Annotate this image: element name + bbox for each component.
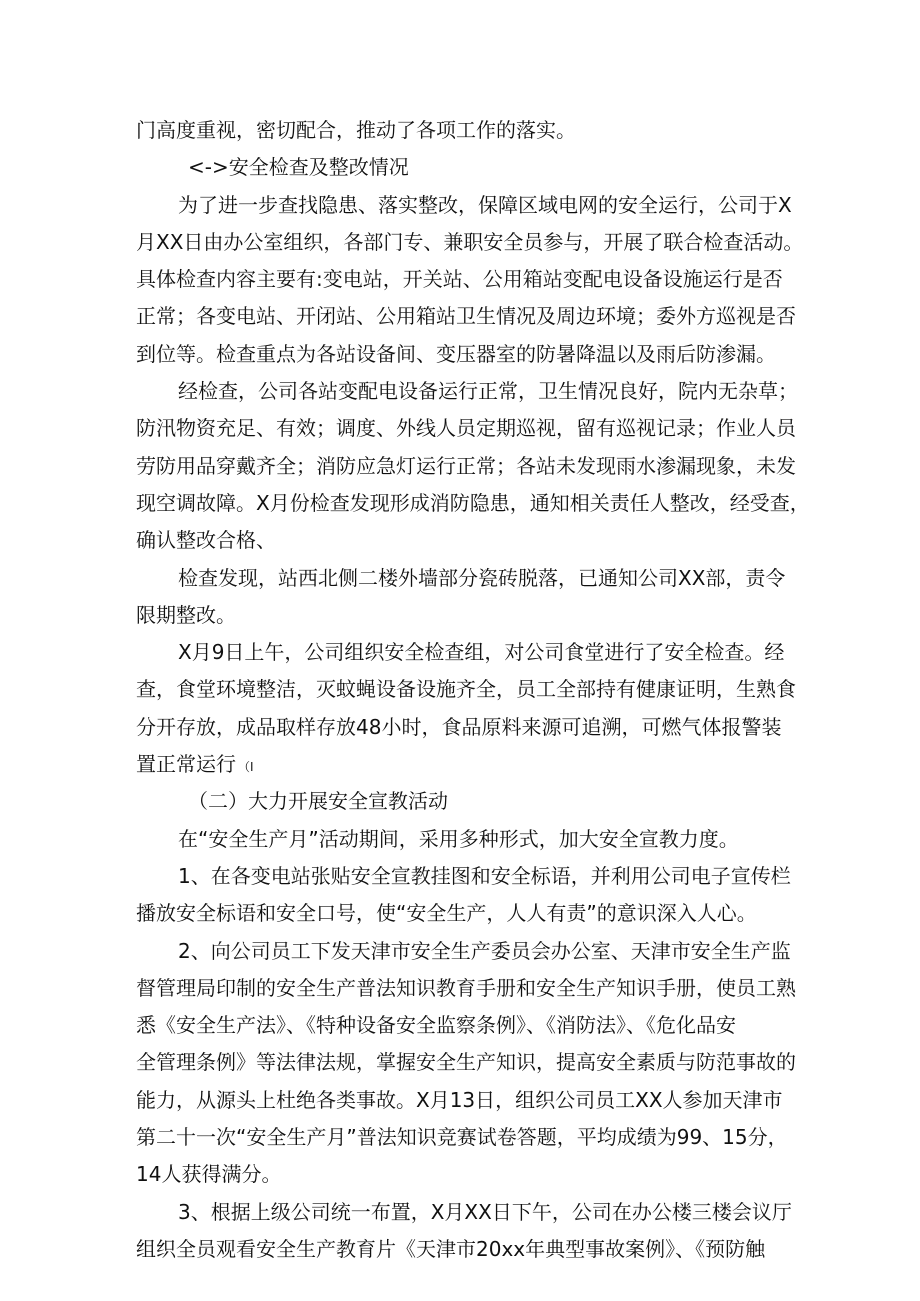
paragraph-line: X月9日上午，公司组织安全检查组，对公司食堂进行了安全检查。经 xyxy=(178,640,785,665)
paragraph-line: 在“安全生产月”活动期间，采用多种形式，加大安全宣教力度。 xyxy=(178,826,739,851)
section-heading: （二）大力开展安全宣教活动 xyxy=(188,789,448,814)
paragraph-line: 劳防用品穿戴齐全；消防应急灯运行正常；各站未发现雨水渗漏现象，未发 xyxy=(136,453,796,478)
paragraph-line: 现空调故障。X月份检查发现形成消防隐患，通知相关责任人整改，经受查， xyxy=(136,490,810,515)
paragraph-line: 组织全员观看安全生产教育片《天津市20xx年典型事故案例》、《预防触 xyxy=(136,1236,766,1261)
paragraph-line: 查，食堂环境整洁，灭蚊蝇设备设施齐全，员工全部持有健康证明，生熟食 xyxy=(136,677,796,702)
paragraph-line: 到位等。检查重点为各站设备间、变压器室的防暑降温以及雨后防渗漏。 xyxy=(136,341,776,366)
paragraph-line: 播放安全标语和安全口号，使“安全生产，人人有责”的意识深入人心。 xyxy=(136,901,757,926)
paragraph-line: 检查发现，站西北侧二楼外墙部分瓷砖脱落，已通知公司XX部，责令 xyxy=(178,565,786,590)
paragraph-text: 置正常运行 xyxy=(136,752,236,777)
paragraph-line: 能力，从源头上杜绝各类事故。X月13日，组织公司员工XX人参加天津市 xyxy=(136,1087,783,1112)
paragraph-line: 限期整改。 xyxy=(136,602,236,627)
paragraph-line: 具体检查内容主要有:变电站，开关站、公用箱站变配电设备设施运行是否 xyxy=(136,267,783,292)
paragraph-line: 门高度重视，密切配合，推动了各项工作的落实。 xyxy=(136,118,576,142)
paragraph-line: 分开存放，成品取样存放48小时，食品原料来源可追溯，可燃气体报警装 xyxy=(136,714,782,739)
paragraph-line: 悉《安全生产法》、《特种设备安全监察条例》、《消防法》、《危化品安 xyxy=(136,1013,736,1038)
section-heading: <->安全检查及整改情况 xyxy=(188,155,409,180)
paragraph-line: 3、根据上级公司统一布置，X月XX日下午，公司在办公楼三楼会议厅 xyxy=(178,1199,792,1224)
paragraph-line: 14人获得满分。 xyxy=(136,1162,282,1187)
paragraph-line: 2、向公司员工下发天津市安全生产委员会办公室、天津市安全生产监 xyxy=(178,938,791,963)
paragraph-line xyxy=(136,746,798,783)
inline-mark: （I xyxy=(238,760,254,775)
paragraph-line: 经检查，公司各站变配电设备运行正常，卫生情况良好，院内无杂草； xyxy=(178,379,798,404)
paragraph-line: 正常；各变电站、开闭站、公用箱站卫生情况及周边环境；委外方巡视是否 xyxy=(136,304,796,329)
paragraph-line: 为了进一步查找隐患、落实整改，保障区域电网的安全运行，公司于X xyxy=(178,192,792,217)
paragraph-line: 督管理局印制的安全生产普法知识教育手册和安全生产知识手册，使员工熟 xyxy=(136,975,796,1000)
paragraph-line: 1、在各变电站张贴安全宣教挂图和安全标语，并利用公司电子宣传栏 xyxy=(178,863,791,888)
paragraph-line: 全管理条例》等法律法规，掌握安全生产知识，提高安全素质与防范事故的 xyxy=(136,1050,796,1075)
paragraph-line: 月XX日由办公室组织，各部门专、兼职安全员参与，开展了联合检查活动。 xyxy=(136,229,804,254)
paragraph-line: 防汛物资充足、有效；调度、外线人员定期巡视，留有巡视记录；作业人员 xyxy=(136,416,796,441)
document-page xyxy=(136,112,810,1268)
paragraph-line: 第二十一次“安全生产月”普法知识竞赛试卷答题，平均成绩为99、15分， xyxy=(136,1125,788,1150)
paragraph-line: 确认整改合格、 xyxy=(136,528,276,553)
